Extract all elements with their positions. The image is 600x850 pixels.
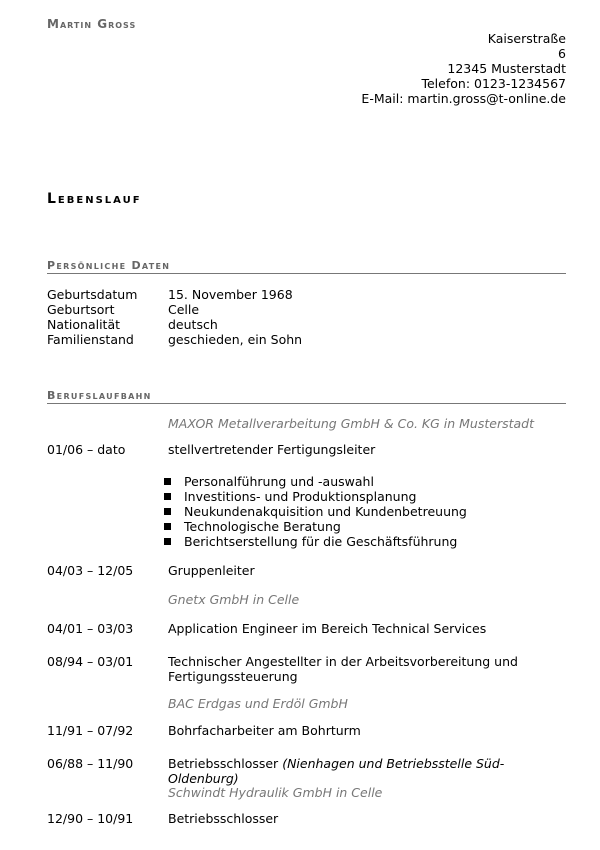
- list-item: [162, 474, 467, 489]
- entry-dates: 12/90 – 10/91: [47, 811, 134, 826]
- personal-row: [47, 317, 302, 332]
- entry-position: stellvertretender Fertigungsleiter: [168, 442, 376, 457]
- address-street: Kaiserstraße: [487, 31, 566, 46]
- entry-position: Technischer Angestellter in der Arbeitsvorbereitung und Fertigungssteuerung: [168, 654, 518, 684]
- entry-position: Betriebsschlosser: [168, 811, 279, 826]
- personal-label: Geburtsdatum: [47, 287, 138, 302]
- phone-number: Telefon: 0123-1234567: [421, 76, 566, 91]
- personal-value: Celle: [168, 302, 200, 317]
- entry-position-title: Betriebsschlosser: [168, 756, 279, 771]
- personal-data-heading: Persönliche Daten: [47, 259, 566, 274]
- personal-row: [47, 332, 302, 347]
- personal-value: deutsch: [168, 317, 218, 332]
- entry-position: Application Engineer im Bereich Technical Services: [168, 621, 487, 636]
- entry-dates: 01/06 – dato: [47, 442, 126, 457]
- personal-value: geschieden, ein Sohn: [168, 332, 303, 347]
- entry-dates: 08/94 – 03/01: [47, 654, 134, 669]
- entry-position-note: (Nienhagen und Betriebsstelle Süd-Oldenburg): [168, 756, 505, 786]
- personal-value: 15. November 1968: [168, 287, 293, 302]
- entry-dates: 06/88 – 11/90: [47, 756, 134, 771]
- contact-block: [361, 31, 566, 106]
- task-text: Investitions- und Produktionsplanung: [184, 489, 417, 504]
- bullet-icon: [164, 523, 171, 530]
- employer-name: Schwindt Hydraulik GmbH in Celle: [168, 785, 383, 800]
- applicant-name: Martin Gross: [47, 17, 137, 31]
- employer-name: Gnetx GmbH in Celle: [168, 592, 300, 607]
- entry-dates: 11/91 – 07/92: [47, 723, 134, 738]
- list-item: [162, 534, 467, 549]
- personal-label: Nationalität: [47, 317, 121, 332]
- bullet-icon: [164, 538, 171, 545]
- bullet-icon: [164, 478, 171, 485]
- entry-dates: 04/01 – 03/03: [47, 621, 134, 636]
- task-text: Neukundenakquisition und Kundenbetreuung: [184, 504, 467, 519]
- entry-position: Gruppenleiter: [168, 563, 255, 578]
- document-title: Lebenslauf: [47, 191, 142, 207]
- employer-name: MAXOR Metallverarbeitung GmbH & Co. KG in Musterstadt: [168, 416, 535, 431]
- personal-label: Familienstand: [47, 332, 134, 347]
- list-item: [162, 489, 467, 504]
- entry-dates: 04/03 – 12/05: [47, 563, 134, 578]
- entry-position: [168, 756, 568, 786]
- address-house-number: 6: [558, 46, 566, 61]
- personal-row: [47, 287, 302, 302]
- list-item: [162, 504, 467, 519]
- address-city: 12345 Musterstadt: [447, 61, 566, 76]
- career-heading: Berufslaufbahn: [47, 389, 566, 404]
- task-text: Personalführung und -auswahl: [184, 474, 374, 489]
- personal-row: [47, 302, 302, 317]
- list-item: [162, 519, 467, 534]
- personal-label: Geburtsort: [47, 302, 115, 317]
- bullet-icon: [164, 493, 171, 500]
- task-list: [162, 474, 467, 549]
- email-address: E-Mail: martin.gross@t-online.de: [361, 91, 566, 106]
- personal-data-table: [47, 287, 302, 347]
- employer-name: BAC Erdgas und Erdöl GmbH: [168, 696, 348, 711]
- bullet-icon: [164, 508, 171, 515]
- entry-position: Bohrfacharbeiter am Bohrturm: [168, 723, 361, 738]
- task-text: Technologische Beratung: [184, 519, 341, 534]
- task-text: Berichtserstellung für die Geschäftsführung: [184, 534, 458, 549]
